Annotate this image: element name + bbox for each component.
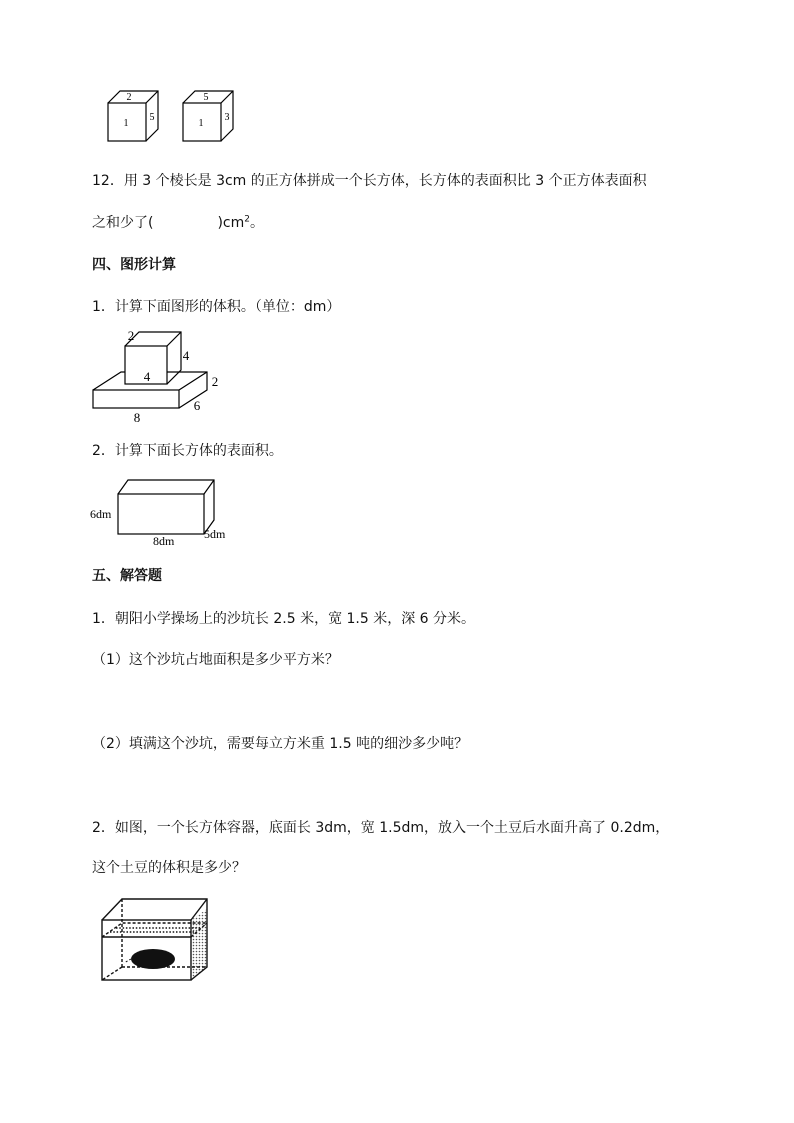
water-surface-dots: [110, 928, 200, 932]
cube-a-side: 5: [149, 112, 155, 123]
q12-line1: 12．用 3 个棱长是 3cm 的正方体拼成一个长方体，长方体的表面积比 3 个正方体表面积: [92, 173, 647, 189]
section5-q2-line2: 这个土豆的体积是多少？: [92, 860, 246, 876]
stacked-cuboid-figure: [88, 326, 228, 428]
fig1-base-w: 8: [133, 410, 141, 425]
fig1-base-h: 2: [211, 374, 219, 389]
fig1-cube-h: 4: [182, 348, 190, 363]
cube-a-front: 1: [123, 118, 129, 129]
fig2-l: 8dm: [153, 534, 175, 548]
potato-shape: [131, 949, 175, 969]
section4-title: 四、图形计算: [92, 257, 176, 273]
section5-q1b: （2）填满这个沙坑，需要每立方米重 1.5 吨的细沙多少吨？: [92, 736, 469, 752]
section5-q2-line1: 2．如图，一个长方体容器，底面长 3dm，宽 1.5dm，放入一个土豆后水面升高了 0.2dm，: [92, 820, 670, 836]
q12-line2-post: )cm: [217, 215, 245, 231]
q12-line2-pre: 之和少了(: [92, 215, 154, 231]
section5-q1: 1．朝阳小学操场上的沙坑长 2.5 米，宽 1.5 米，深 6 分米。: [92, 611, 476, 627]
cube-a-top: 2: [126, 92, 132, 103]
section5-q1a: （1）这个沙坑占地面积是多少平方米？: [92, 652, 339, 668]
section5-title: 五、解答题: [92, 568, 162, 584]
q12-sup: 2: [244, 214, 250, 225]
cube-b-front: 1: [198, 118, 204, 129]
section4-q1: 1．计算下面图形的体积。（单位：dm）: [92, 299, 341, 315]
cuboid-figure: [88, 476, 238, 550]
fig1-base-d: 6: [193, 398, 201, 413]
fig1-cube-w: 2: [127, 328, 135, 343]
fig2-w: 5dm: [204, 527, 226, 541]
cube-faces-figure: [100, 85, 250, 147]
q12-end: 。: [250, 215, 264, 231]
fig2-h: 6dm: [90, 507, 112, 521]
cube-b-top: 5: [203, 92, 209, 103]
section4-q2: 2．计算下面长方体的表面积。: [92, 443, 283, 459]
container-potato-figure: [96, 893, 221, 988]
fig1-cube-d: 4: [143, 369, 151, 384]
q12-line2: [92, 212, 264, 232]
cube-b-side: 3: [224, 112, 230, 123]
